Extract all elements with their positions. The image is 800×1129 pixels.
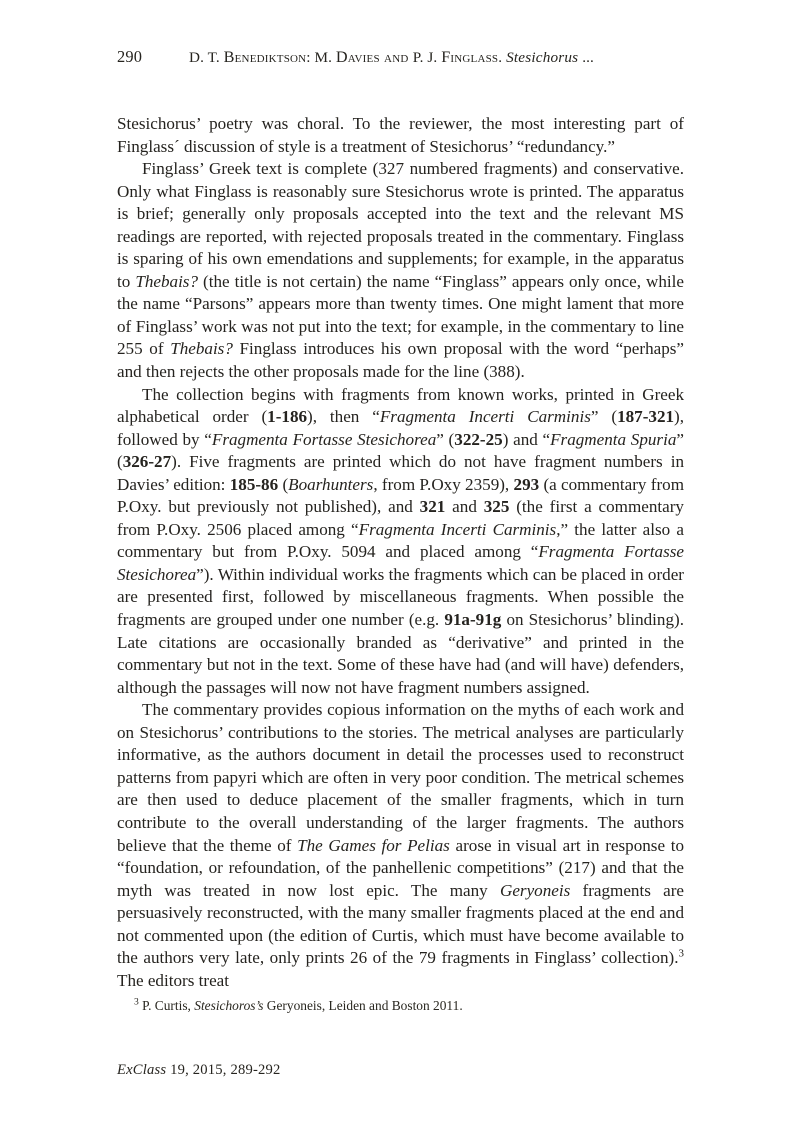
text-run: Fragmenta Incerti Carminis [379,407,591,427]
text-run: , from P.Oxy 2359), [373,474,514,494]
text-run: ) and “ [502,429,551,449]
text-run: ), then “ [307,407,380,427]
head-period: . [498,49,507,66]
editor2-surname: Finglass [441,48,499,66]
head-separator: : [306,49,315,66]
text-run: Boarhunters [288,474,374,494]
text-run: 326-27 [122,452,172,472]
text-run: 322-25 [454,429,503,449]
text-run: Geryoneis [500,880,571,900]
editor1-initials: M. [314,49,336,66]
text-run: Fragmenta Fortasse Stesichorea [211,429,437,449]
text-run: ” ( [590,407,618,427]
text-run: Thebais? [170,339,233,359]
footnote-post-italic: Geryoneis, Leiden and Boston 2011. [263,998,463,1013]
journal-name: ExClass [117,1062,167,1078]
text-run: 325 [483,497,510,517]
head-conjunction: and [379,48,413,66]
text-run: (a commentary from P.Oxy. but previously not published), and [117,474,684,517]
author-surname: Benediktson [223,48,307,66]
para-redundancy [117,113,684,158]
head-ellipsis: ... [578,49,594,66]
text-run: The commentary provides copious information on the myths of each work and on Stesichorus’ contributions to the stories. The metrical analyses are particularly informative, as the authors document in detail the processes used to reconstruct patterns from papyri which are often in very poor condition. The metrical schemes are then used to deduce placement of the smaller fragments, which in turn contribute to the overall understanding of the larger fragments. The authors believe that the theme of [117,700,684,855]
text-run: Finglass introduces his own proposal with the word “perhaps” and then rejects the other proposals made for the line (388). [117,339,684,382]
editor2-initials: P. J. [412,49,442,66]
text-run: Stesichorus’ poetry was choral. To the reviewer, the most interesting part of Finglass´ discussion of style is a treatment of Stesichorus’ “redundancy.” [117,114,684,156]
para-greek-text [117,158,684,383]
text-run: ”). Within individual works the fragments which can be placed in order are presented first, followed by miscellaneous fragments. When possible the fragments are grouped under one number (e.g. [117,564,684,630]
page-number: 290 [117,47,143,66]
text-run: The collection begins with fragments from known works, printed in Greek alphabetical order ( [117,384,684,427]
text-run: Thebais? [135,271,199,291]
text-run: ), followed by “ [117,407,685,449]
text-run: 91a-91g [444,610,502,630]
footnote-pre-italic: P. Curtis, [138,998,195,1013]
text-run: fragments are persuasively reconstructed, with the many smaller fragments placed at the end and not commented upon (the edition of Curtis, which must have become available to the authors very late, only prints 26 of the 79 fragments in Finglass’ collection). [117,880,685,968]
text-run: ” ( [436,429,455,449]
text-run: ,” the latter also a commentary but from P.Oxy. 5094 and placed among “ [117,519,685,562]
text-run: (the title is not certain) the name “Finglass” appears only once, while the name “Parsons” appears more than twenty times. One might lament that more of Finglass’ work was not put into the text; for example, in the commentary to line 255 of [117,271,684,359]
text-run: Fragmenta Fortasse Stesichorea [117,542,684,584]
text-run: Fragmenta Incerti Carminis [358,519,557,539]
text-run: 321 [419,497,446,517]
text-run: and [445,497,484,517]
text-run: The Games for Pelias [297,835,450,855]
para-collection [117,384,684,700]
running-head-text [189,49,594,66]
footnote-3 [117,997,684,1015]
body-text-block [117,113,684,992]
text-run: on Stesichorus’ blinding). Late citations are occasionally branded as “derivative” and printed in the commentary but not in the text. Some of these have had (and will have) defenders, although the passages will now not have fragment numbers assigned. [117,610,684,697]
author-initials: D. T. [189,49,224,66]
text-run: ” ( [117,429,684,472]
footnote-marker: 3 [134,996,139,1008]
text-run: 185-86 [229,474,279,494]
editor1-surname: Davies [335,48,380,66]
text-run: The editors treat [117,970,230,990]
footnote-italic-title: Stesichoros’s [194,998,264,1013]
text-run: 187-321 [617,407,675,427]
journal-details: 19, 2015, 289-292 [166,1062,281,1078]
running-head [117,46,683,70]
text-run: 293 [513,474,540,494]
text-run: ). Five fragments are printed which do not have fragment numbers in Davies’ edition: [117,452,684,494]
head-work-title: Stesichorus [506,49,579,66]
para-commentary [117,699,684,992]
footnote-ref: 3 [678,947,684,960]
text-run: 1-186 [267,407,308,427]
text-run: arose in visual art in response to “foundation, or refoundation, of the panhellenic competitions” (217) and that the myth was treated in now lost epic. The many [117,835,684,900]
text-run: (the first a commentary from P.Oxy. 2506 placed among “ [117,497,684,539]
text-run: Finglass’ Greek text is complete (327 numbered fragments) and conservative. Only what Finglass is reasonably sure Stesichorus wrote is printed. The apparatus is brief; generally only proposals accepted into the text and the relevant MS readings are reported, with rejected proposals treated in the commentary. Finglass is sparing of his own emendations and supplements; for example, in the apparatus to [117,159,684,291]
text-run: Fragmenta Spuria [550,429,677,449]
text-run: ( [278,474,289,494]
running-footer [117,1060,281,1080]
